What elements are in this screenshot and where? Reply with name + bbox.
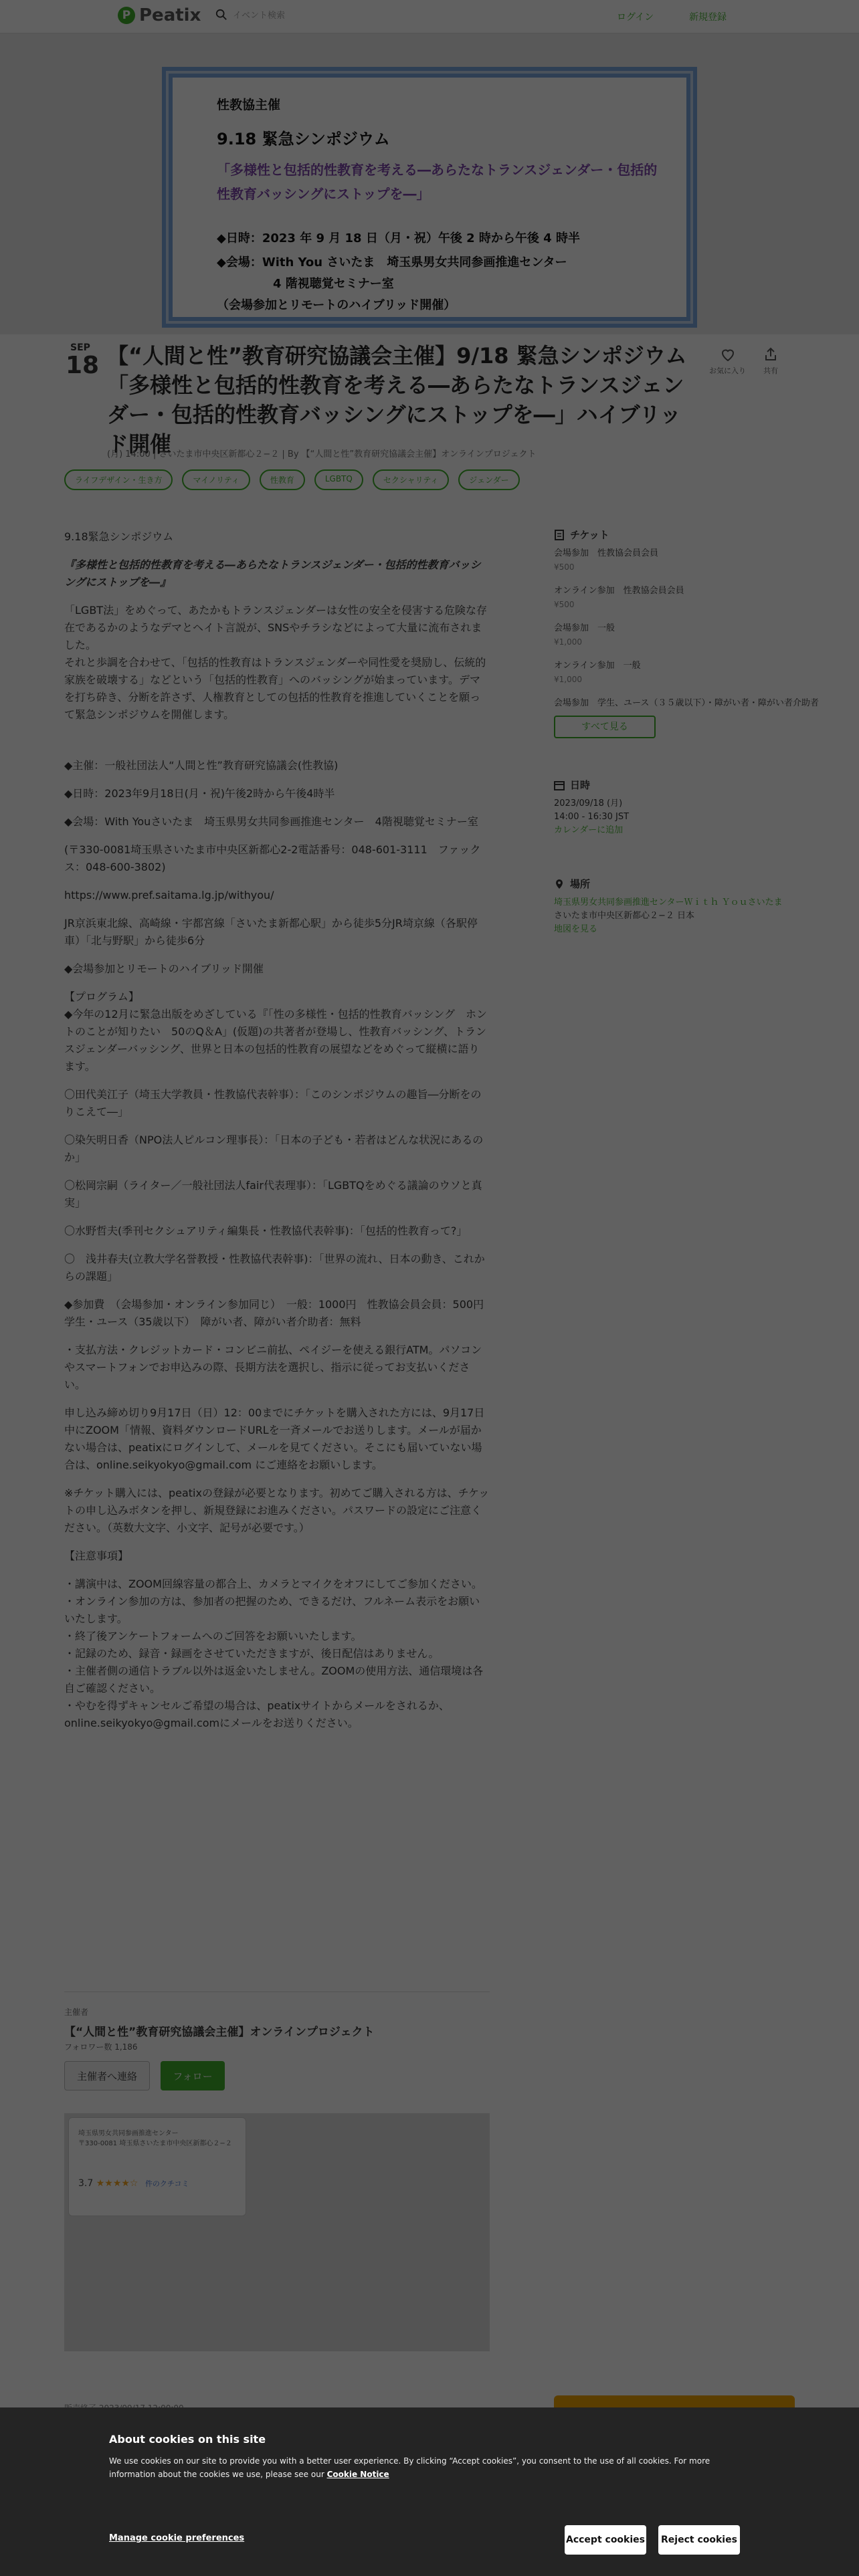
accept-cookies-button[interactable]: Accept cookies [565, 2525, 646, 2555]
cookie-title: About cookies on this site [109, 2433, 266, 2446]
cookie-banner [0, 2407, 859, 2576]
cookie-notice-link[interactable]: Cookie Notice [326, 2470, 389, 2479]
manage-cookies-link[interactable]: Manage cookie preferences [109, 2533, 245, 2543]
cookie-description: We use cookies on our site to provide you with a better user experience. By clicking “Accept cookies”, you consent to the use of all cookies. For more information about the cookies we use, please see our [109, 2456, 710, 2479]
reject-cookies-button[interactable]: Reject cookies [658, 2525, 740, 2555]
cookie-text [109, 2454, 725, 2481]
